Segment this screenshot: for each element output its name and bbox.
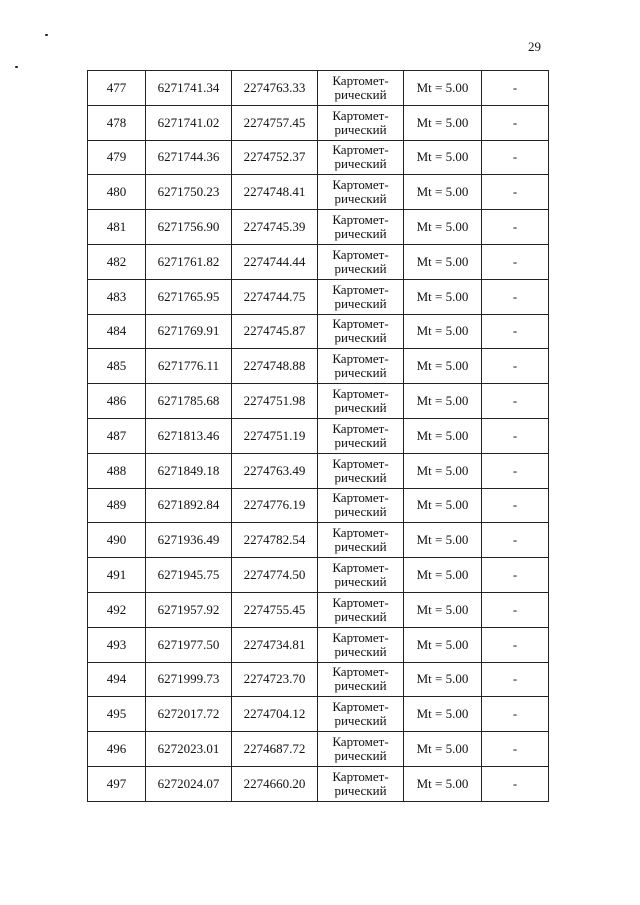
method-line-1: Картомет- [332, 177, 389, 193]
y-coordinate-cell: 2274745.87 [232, 314, 318, 349]
note-cell: - [482, 488, 549, 523]
point-id-cell: 493 [88, 627, 146, 662]
accuracy-cell: Mt = 5.00 [404, 766, 482, 801]
coordinates-table-body [88, 71, 549, 802]
table-row [88, 697, 549, 732]
y-coordinate-cell: 2274660.20 [232, 766, 318, 801]
accuracy-cell: Mt = 5.00 [404, 592, 482, 627]
x-coordinate-cell: 6271741.02 [146, 105, 232, 140]
table-row [88, 766, 549, 801]
method-cell [318, 697, 404, 732]
note-cell: - [482, 523, 549, 558]
method-cell [318, 523, 404, 558]
method-cell [318, 105, 404, 140]
accuracy-cell: Mt = 5.00 [404, 175, 482, 210]
method-line-2: рический [334, 400, 387, 416]
method-cell [318, 71, 404, 106]
method-line-1: Картомет- [332, 281, 389, 297]
y-coordinate-cell: 2274748.41 [232, 175, 318, 210]
x-coordinate-cell: 6271936.49 [146, 523, 232, 558]
accuracy-cell: Mt = 5.00 [404, 488, 482, 523]
table-row [88, 210, 549, 245]
x-coordinate-cell: 6271945.75 [146, 558, 232, 593]
method-line-1: Картомет- [332, 455, 389, 471]
method-cell [318, 314, 404, 349]
scan-speck [15, 66, 18, 68]
accuracy-cell: Mt = 5.00 [404, 314, 482, 349]
method-line-2: рический [334, 643, 387, 659]
note-cell: - [482, 349, 549, 384]
y-coordinate-cell: 2274763.33 [232, 71, 318, 106]
table-row [88, 558, 549, 593]
note-cell: - [482, 105, 549, 140]
point-id-cell: 478 [88, 105, 146, 140]
y-coordinate-cell: 2274763.49 [232, 453, 318, 488]
y-coordinate-cell: 2274782.54 [232, 523, 318, 558]
method-line-1: Картомет- [332, 664, 389, 680]
table-row [88, 488, 549, 523]
method-line-2: рический [334, 782, 387, 798]
x-coordinate-cell: 6271769.91 [146, 314, 232, 349]
scan-speck [45, 34, 48, 36]
method-line-1: Картомет- [332, 212, 389, 228]
x-coordinate-cell: 6271892.84 [146, 488, 232, 523]
method-cell [318, 732, 404, 767]
note-cell: - [482, 175, 549, 210]
y-coordinate-cell: 2274744.44 [232, 244, 318, 279]
accuracy-cell: Mt = 5.00 [404, 697, 482, 732]
table-row [88, 71, 549, 106]
method-line-2: рический [334, 504, 387, 520]
accuracy-cell: Mt = 5.00 [404, 349, 482, 384]
point-id-cell: 480 [88, 175, 146, 210]
note-cell: - [482, 697, 549, 732]
note-cell: - [482, 210, 549, 245]
accuracy-cell: Mt = 5.00 [404, 71, 482, 106]
method-cell [318, 418, 404, 453]
method-line-1: Картомет- [332, 142, 389, 158]
method-cell [318, 279, 404, 314]
note-cell: - [482, 592, 549, 627]
accuracy-cell: Mt = 5.00 [404, 210, 482, 245]
method-line-2: рический [334, 574, 387, 590]
method-cell [318, 488, 404, 523]
accuracy-cell: Mt = 5.00 [404, 523, 482, 558]
point-id-cell: 481 [88, 210, 146, 245]
accuracy-cell: Mt = 5.00 [404, 558, 482, 593]
y-coordinate-cell: 2274755.45 [232, 592, 318, 627]
note-cell: - [482, 279, 549, 314]
accuracy-cell: Mt = 5.00 [404, 244, 482, 279]
method-line-2: рический [334, 539, 387, 555]
table-row [88, 244, 549, 279]
y-coordinate-cell: 2274704.12 [232, 697, 318, 732]
note-cell: - [482, 71, 549, 106]
table-row [88, 140, 549, 175]
point-id-cell: 496 [88, 732, 146, 767]
method-line-2: рический [334, 713, 387, 729]
method-cell [318, 175, 404, 210]
method-line-2: рический [334, 295, 387, 311]
x-coordinate-cell: 6271741.34 [146, 71, 232, 106]
method-line-1: Картомет- [332, 768, 389, 784]
accuracy-cell: Mt = 5.00 [404, 384, 482, 419]
y-coordinate-cell: 2274751.19 [232, 418, 318, 453]
y-coordinate-cell: 2274757.45 [232, 105, 318, 140]
x-coordinate-cell: 6271977.50 [146, 627, 232, 662]
x-coordinate-cell: 6271761.82 [146, 244, 232, 279]
table-row [88, 627, 549, 662]
note-cell: - [482, 314, 549, 349]
note-cell: - [482, 384, 549, 419]
method-line-2: рический [334, 678, 387, 694]
method-cell [318, 662, 404, 697]
y-coordinate-cell: 2274734.81 [232, 627, 318, 662]
x-coordinate-cell: 6271957.92 [146, 592, 232, 627]
note-cell: - [482, 244, 549, 279]
y-coordinate-cell: 2274745.39 [232, 210, 318, 245]
table-row [88, 523, 549, 558]
table-row [88, 105, 549, 140]
method-line-2: рический [334, 226, 387, 242]
point-id-cell: 490 [88, 523, 146, 558]
x-coordinate-cell: 6271813.46 [146, 418, 232, 453]
point-id-cell: 484 [88, 314, 146, 349]
page-number: 29 [528, 39, 541, 54]
point-id-cell: 488 [88, 453, 146, 488]
coordinates-table [87, 70, 549, 802]
table-row [88, 314, 549, 349]
method-line-1: Картомет- [332, 525, 389, 541]
method-line-1: Картомет- [332, 246, 389, 262]
point-id-cell: 479 [88, 140, 146, 175]
method-line-1: Картомет- [332, 560, 389, 576]
y-coordinate-cell: 2274687.72 [232, 732, 318, 767]
x-coordinate-cell: 6272024.07 [146, 766, 232, 801]
point-id-cell: 492 [88, 592, 146, 627]
x-coordinate-cell: 6271765.95 [146, 279, 232, 314]
note-cell: - [482, 662, 549, 697]
method-line-2: рический [334, 156, 387, 172]
y-coordinate-cell: 2274744.75 [232, 279, 318, 314]
note-cell: - [482, 766, 549, 801]
y-coordinate-cell: 2274748.88 [232, 349, 318, 384]
point-id-cell: 486 [88, 384, 146, 419]
accuracy-cell: Mt = 5.00 [404, 662, 482, 697]
point-id-cell: 482 [88, 244, 146, 279]
method-line-1: Картомет- [332, 316, 389, 332]
method-cell [318, 592, 404, 627]
method-line-2: рический [334, 748, 387, 764]
method-cell [318, 210, 404, 245]
method-line-1: Картомет- [332, 107, 389, 123]
x-coordinate-cell: 6271776.11 [146, 349, 232, 384]
note-cell: - [482, 627, 549, 662]
x-coordinate-cell: 6272017.72 [146, 697, 232, 732]
method-line-1: Картомет- [332, 594, 389, 610]
point-id-cell: 477 [88, 71, 146, 106]
x-coordinate-cell: 6271744.36 [146, 140, 232, 175]
point-id-cell: 487 [88, 418, 146, 453]
y-coordinate-cell: 2274723.70 [232, 662, 318, 697]
method-line-1: Картомет- [332, 420, 389, 436]
accuracy-cell: Mt = 5.00 [404, 279, 482, 314]
method-line-1: Картомет- [332, 629, 389, 645]
point-id-cell: 495 [88, 697, 146, 732]
table-row [88, 662, 549, 697]
note-cell: - [482, 453, 549, 488]
method-cell [318, 244, 404, 279]
method-line-2: рический [334, 260, 387, 276]
point-id-cell: 483 [88, 279, 146, 314]
method-line-1: Картомет- [332, 72, 389, 88]
accuracy-cell: Mt = 5.00 [404, 105, 482, 140]
y-coordinate-cell: 2274752.37 [232, 140, 318, 175]
method-line-1: Картомет- [332, 734, 389, 750]
point-id-cell: 497 [88, 766, 146, 801]
method-line-2: рический [334, 191, 387, 207]
method-line-2: рический [334, 86, 387, 102]
method-line-2: рический [334, 434, 387, 450]
table-row [88, 592, 549, 627]
method-cell [318, 140, 404, 175]
table-row [88, 175, 549, 210]
method-cell [318, 558, 404, 593]
method-cell [318, 349, 404, 384]
point-id-cell: 485 [88, 349, 146, 384]
method-cell [318, 384, 404, 419]
accuracy-cell: Mt = 5.00 [404, 732, 482, 767]
table-row [88, 453, 549, 488]
accuracy-cell: Mt = 5.00 [404, 627, 482, 662]
method-line-2: рический [334, 365, 387, 381]
x-coordinate-cell: 6271999.73 [146, 662, 232, 697]
accuracy-cell: Mt = 5.00 [404, 140, 482, 175]
point-id-cell: 491 [88, 558, 146, 593]
method-line-1: Картомет- [332, 386, 389, 402]
table-row [88, 384, 549, 419]
table-row [88, 418, 549, 453]
method-line-2: рический [334, 469, 387, 485]
accuracy-cell: Mt = 5.00 [404, 418, 482, 453]
note-cell: - [482, 732, 549, 767]
point-id-cell: 494 [88, 662, 146, 697]
y-coordinate-cell: 2274776.19 [232, 488, 318, 523]
method-cell [318, 627, 404, 662]
note-cell: - [482, 558, 549, 593]
method-cell [318, 766, 404, 801]
method-line-2: рический [334, 608, 387, 624]
method-line-2: рический [334, 330, 387, 346]
method-cell [318, 453, 404, 488]
method-line-2: рический [334, 121, 387, 137]
x-coordinate-cell: 6271756.90 [146, 210, 232, 245]
method-line-1: Картомет- [332, 351, 389, 367]
table-row [88, 349, 549, 384]
method-line-1: Картомет- [332, 490, 389, 506]
method-line-1: Картомет- [332, 699, 389, 715]
table-row [88, 279, 549, 314]
table-row [88, 732, 549, 767]
x-coordinate-cell: 6271785.68 [146, 384, 232, 419]
note-cell: - [482, 418, 549, 453]
y-coordinate-cell: 2274774.50 [232, 558, 318, 593]
y-coordinate-cell: 2274751.98 [232, 384, 318, 419]
x-coordinate-cell: 6271750.23 [146, 175, 232, 210]
x-coordinate-cell: 6272023.01 [146, 732, 232, 767]
point-id-cell: 489 [88, 488, 146, 523]
note-cell: - [482, 140, 549, 175]
accuracy-cell: Mt = 5.00 [404, 453, 482, 488]
x-coordinate-cell: 6271849.18 [146, 453, 232, 488]
